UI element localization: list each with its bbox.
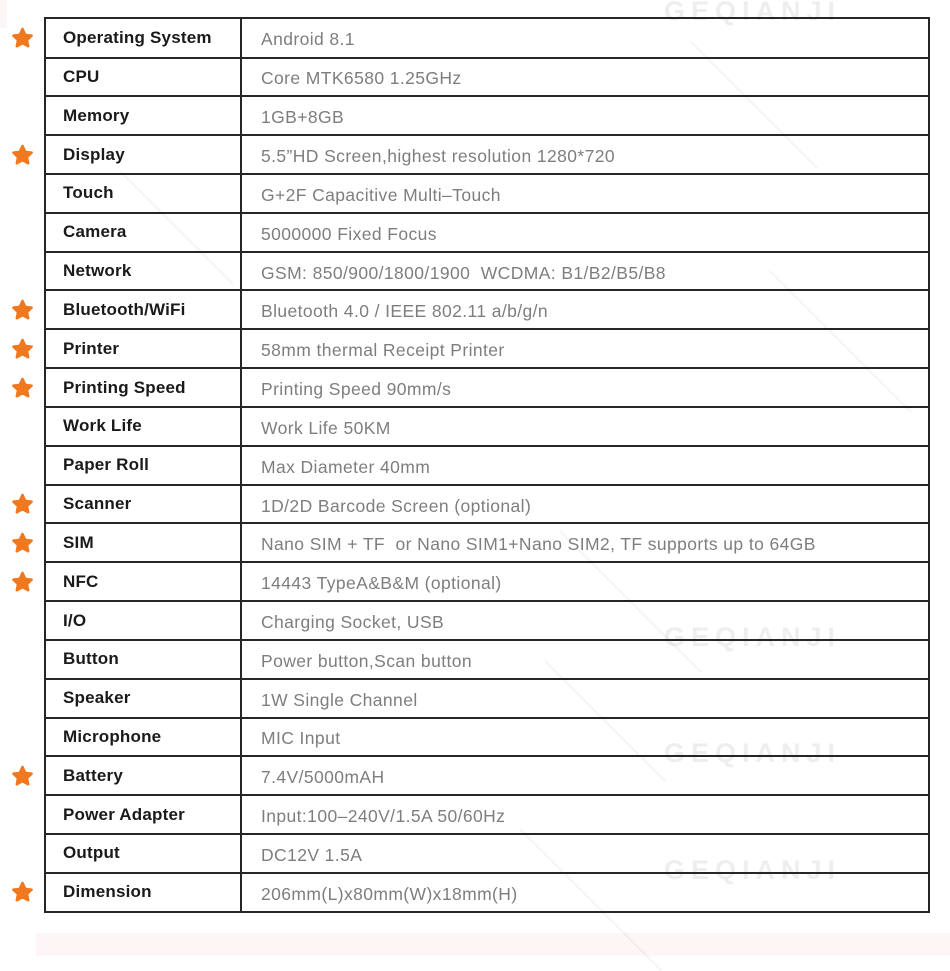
spec-value: Charging Socket, USB — [261, 612, 445, 632]
star-icon — [10, 880, 35, 904]
spec-row — [46, 600, 928, 639]
spec-label: I/O — [46, 602, 242, 639]
spec-row — [46, 134, 928, 173]
frame-accent-bottom — [36, 933, 950, 956]
star-icon — [10, 531, 35, 555]
spec-value: 5000000 Fixed Focus — [261, 223, 437, 244]
spec-value: MIC Input — [261, 728, 341, 749]
spec-label: Camera — [46, 214, 242, 251]
spec-value: 1GB+8GB — [261, 107, 345, 128]
spec-value: DC12V 1.5A — [261, 844, 363, 865]
spec-row — [46, 173, 928, 212]
spec-value: 58mm thermal Receipt Printer — [261, 340, 505, 361]
spec-label: Microphone — [46, 719, 242, 756]
spec-value: Power button,Scan button — [261, 650, 472, 671]
spec-value: Printing Speed 90mm/s — [261, 379, 452, 400]
spec-value: 7.4V/5000mAH — [261, 767, 385, 788]
spec-value: Max Diameter 40mm — [261, 456, 431, 477]
spec-row — [46, 251, 928, 290]
watermark-text: GEQIANJI — [664, 855, 842, 885]
spec-label: Button — [46, 641, 242, 678]
spec-value: 206mm(L)x80mm(W)x18mm(H) — [261, 883, 518, 904]
watermark-text: GEQIANJI — [664, 622, 842, 652]
star-icon — [10, 298, 35, 322]
spec-value: Android 8.1 — [261, 29, 355, 50]
spec-value: Core MTK6580 1.25GHz — [261, 68, 462, 89]
spec-label: Operating System — [46, 19, 242, 57]
spec-value: GSM: 850/900/1800/1900 WCDMA: B1/B2/B5/B8 — [261, 262, 666, 283]
spec-label: SIM — [46, 524, 242, 561]
spec-value: Work Life 50KM — [261, 417, 391, 438]
spec-value: Nano SIM + TF or Nano SIM1+Nano SIM2, TF supports up to 64GB — [261, 534, 816, 555]
star-icon — [10, 492, 35, 516]
spec-row — [46, 833, 928, 872]
spec-value: 1W Single Channel — [261, 689, 418, 710]
spec-value: 14443 TypeA&B&M (optional) — [261, 573, 502, 594]
spec-row — [46, 289, 928, 328]
spec-row — [46, 57, 928, 96]
spec-row — [46, 872, 928, 911]
spec-label: Memory — [46, 97, 242, 134]
star-icon — [10, 570, 35, 594]
spec-label: Output — [46, 835, 242, 872]
spec-row — [46, 406, 928, 445]
spec-label: Touch — [46, 175, 242, 212]
spec-row — [46, 212, 928, 251]
spec-row — [46, 522, 928, 561]
spec-label: Network — [46, 253, 242, 290]
spec-label: Printing Speed — [46, 369, 242, 406]
spec-label: CPU — [46, 59, 242, 96]
spec-label: NFC — [46, 563, 242, 600]
watermark-text: GEQIANJI — [664, 738, 842, 768]
spec-value: Bluetooth 4.0 / IEEE 802.11 a/b/g/n — [261, 301, 549, 322]
spec-row — [46, 639, 928, 678]
spec-row — [46, 678, 928, 717]
spec-label: Paper Roll — [46, 447, 242, 484]
spec-label: Scanner — [46, 486, 242, 523]
watermark-text: GEQIANJI — [664, 0, 842, 26]
spec-label: Speaker — [46, 680, 242, 717]
spec-row — [46, 328, 928, 367]
spec-label: Work Life — [46, 408, 242, 445]
spec-label: Dimension — [46, 874, 242, 911]
spec-label: Printer — [46, 330, 242, 367]
star-icon — [10, 143, 35, 167]
spec-value: 5.5”HD Screen,highest resolution 1280*720 — [261, 146, 615, 167]
star-icon — [10, 376, 35, 400]
spec-value: Input:100–240V/1.5A 50/60Hz — [261, 806, 506, 827]
spec-row — [46, 717, 928, 756]
frame-accent-topleft — [0, 0, 7, 28]
spec-row — [46, 561, 928, 600]
spec-table — [44, 17, 930, 913]
spec-label: Battery — [46, 757, 242, 794]
spec-label: Power Adapter — [46, 796, 242, 833]
spec-row — [46, 367, 928, 406]
spec-row — [46, 445, 928, 484]
spec-value: 1D/2D Barcode Screen (optional) — [261, 495, 532, 516]
spec-label: Display — [46, 136, 242, 173]
spec-row — [46, 794, 928, 833]
star-icon — [10, 337, 35, 361]
spec-row — [46, 484, 928, 523]
spec-label: Bluetooth/WiFi — [46, 291, 242, 328]
spec-row — [46, 95, 928, 134]
star-icon — [10, 26, 35, 50]
spec-value: G+2F Capacitive Multi–Touch — [261, 184, 501, 205]
star-icon — [10, 764, 35, 788]
spec-row — [46, 19, 928, 57]
spec-row — [46, 755, 928, 794]
